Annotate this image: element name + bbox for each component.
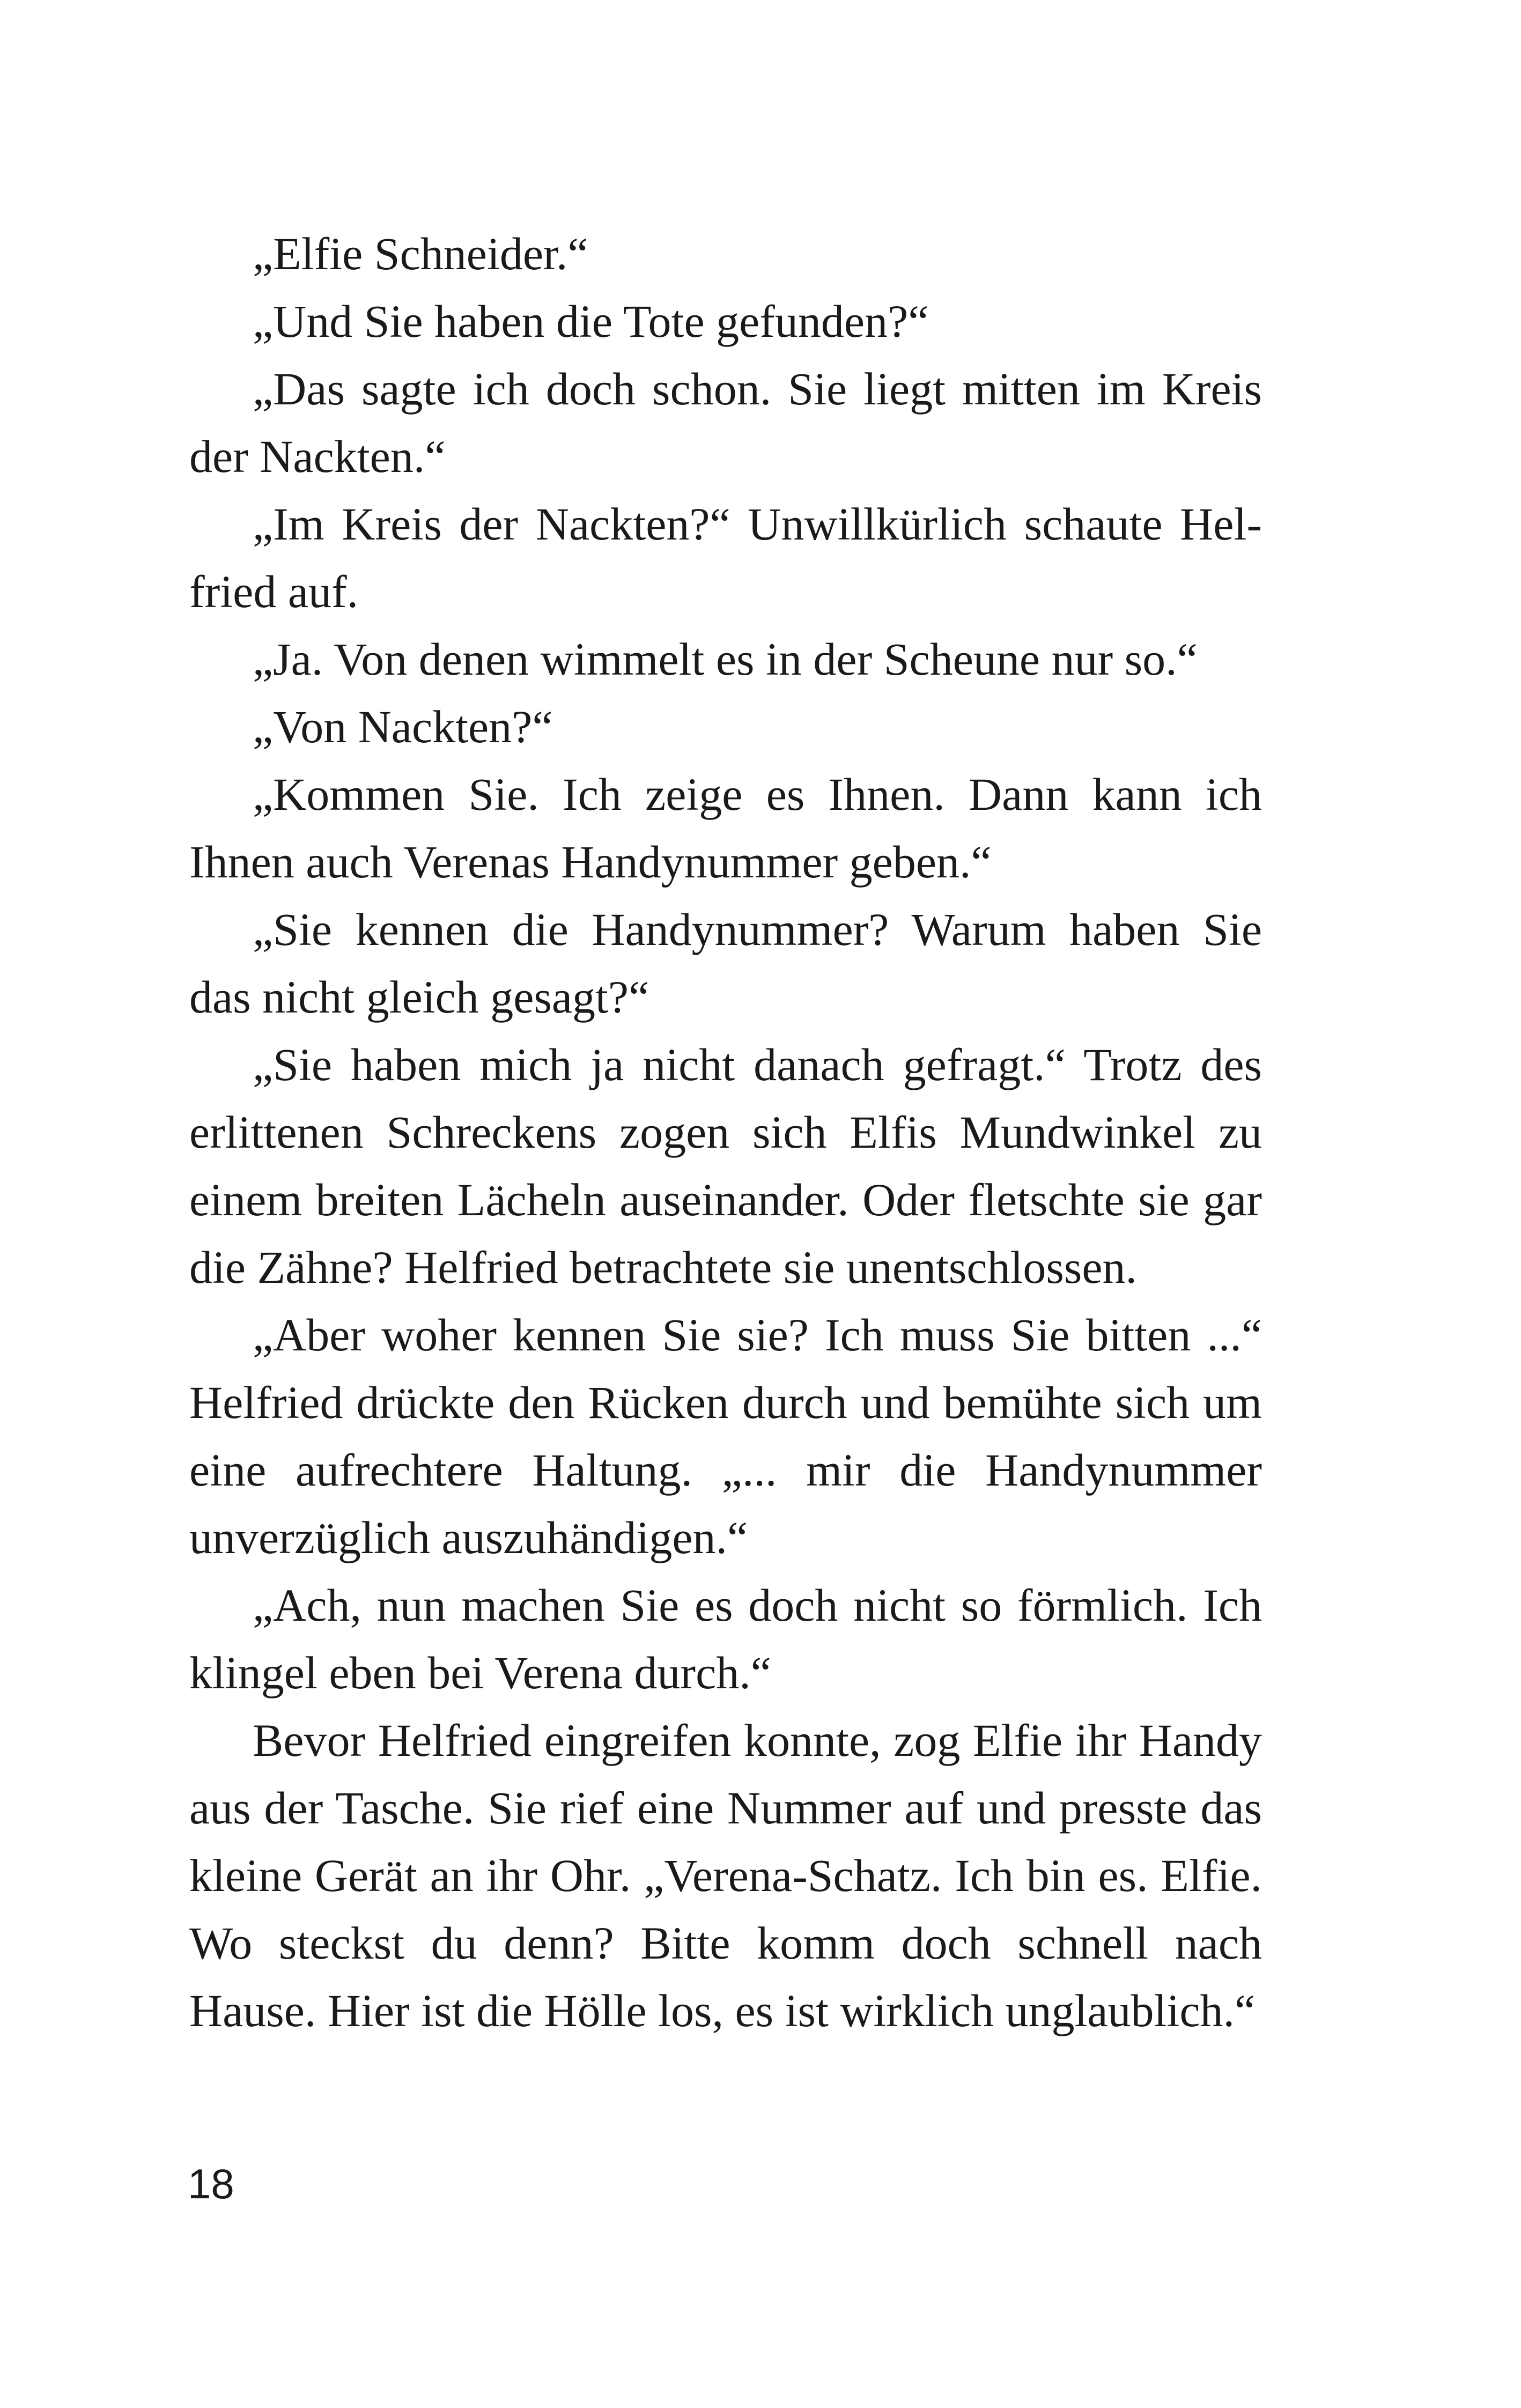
paragraph-9: „Sie haben mich ja nicht danach gefragt.“ Trotz des erlittenen Schreckens zogen sich Elfis Mundwinkel zu einem breiten Lächeln auseinander. Oder fletschte sie gar die Zähne? Helfried betrachtete sie unentschlossen. [189, 1039, 1262, 1293]
paragraph-2: „Und Sie haben die Tote gefunden?“ [253, 296, 929, 347]
paragraph-12: Bevor Helfried eingreifen konnte, zog Elfie ihr Handy aus der Tasche. Sie rief eine Nummer auf und presste das kleine Gerät an ihr Ohr. „Verena-Schatz. Ich bin es. Elfie. Wo steckst du denn? Bitte komm doch schnell nach Hause. Hier ist die Hölle los, es ist wirklich unglaublich.“ [189, 1715, 1262, 2036]
paragraph-5: „Ja. Von denen wimmelt es in der Scheune nur so.“ [253, 633, 1198, 685]
body-text [189, 220, 1262, 2044]
paragraph-3: „Das sagte ich doch schon. Sie liegt mitten im Kreis der Nackten.“ [189, 363, 1262, 482]
paragraph-4: „Im Kreis der Nackten?“ Unwillkürlich schaute Helfried auf. [189, 498, 1262, 617]
paragraph-1: „Elfie Schneider.“ [253, 228, 588, 279]
paragraph-7: „Kommen Sie. Ich zeige es Ihnen. Dann kann ich Ihnen auch Verenas Handynummer geben.“ [189, 769, 1262, 888]
paragraph-6: „Von Nackten?“ [253, 701, 553, 752]
page-number: 18 [188, 2160, 234, 2207]
paragraph-10: „Aber woher kennen Sie sie? Ich muss Sie bitten ...“ Helfried drückte den Rücken durch und bemühte sich um eine aufrechtere Haltung. „... mir die Handynummer unverzüglich auszuhändigen.“ [189, 1309, 1262, 1563]
paragraph-11: „Ach, nun machen Sie es doch nicht so förmlich. Ich klingel eben bei Verena durch.“ [189, 1579, 1262, 1698]
paragraph-8: „Sie kennen die Handynummer? Warum haben Sie das nicht gleich gesagt?“ [189, 904, 1262, 1023]
